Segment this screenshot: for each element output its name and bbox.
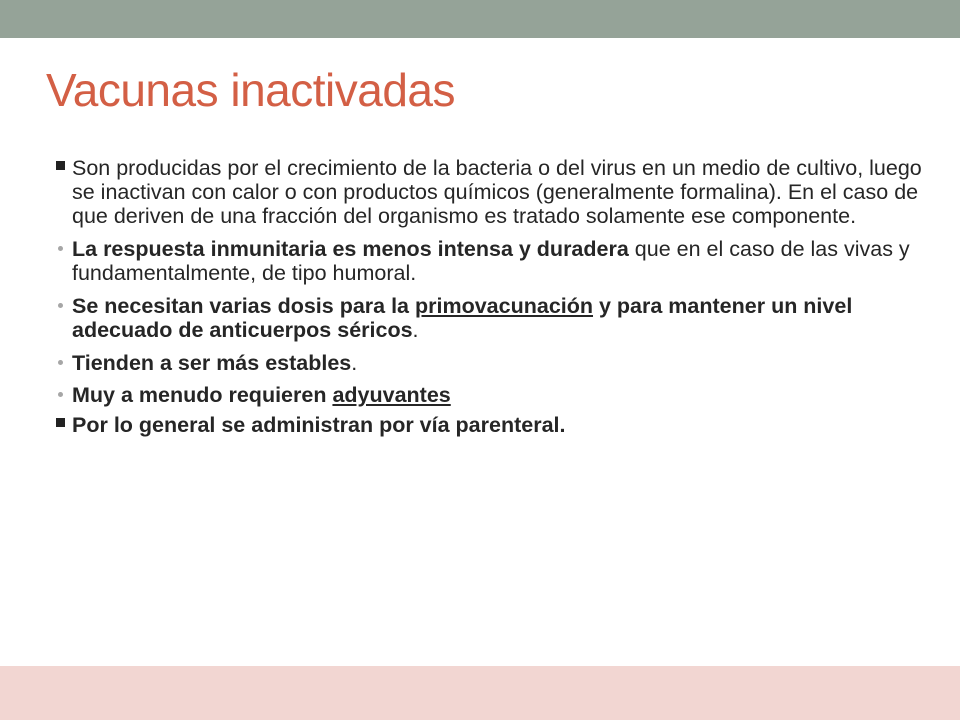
dot-bullet-icon [58,303,63,308]
bullet-list [46,156,946,437]
dot-bullet-icon [58,392,63,397]
bullet-item-3 [46,294,946,342]
bullet-item-5 [46,383,946,407]
bullet-2-rest: que en el caso de las vivas y fundamentalmente, de tipo humoral. [72,237,910,285]
bullet-2-bold: La respuesta inmunitaria es menos intensa y duradera [72,237,629,261]
bullet-3-rest: . [412,318,419,342]
square-bullet-icon [56,418,65,427]
bullet-6-bold: Por lo general se administran por vía parenteral. [72,413,566,437]
bottom-accent-band [0,666,960,720]
dot-bullet-icon [58,246,63,251]
bullet-4-bold: Tienden a ser más estables [72,351,352,375]
top-accent-band [0,0,960,38]
primovacunacion-link[interactable]: primovacunación [415,294,594,318]
bullet-4-rest: . [351,351,358,375]
bullet-item-6 [46,413,946,437]
dot-bullet-icon [58,360,63,365]
bullet-item-2 [46,237,946,285]
bullet-item-1 [46,156,946,228]
square-bullet-icon [56,161,65,170]
bullet-1-text: Son producidas por el crecimiento de la bacteria o del virus en un medio de cultivo, luego se inactivan con calor o con productos químicos (generalmente formalina). En el caso de que deriven de una fracción del organismo es tratado solamente ese componente. [72,156,922,228]
bullet-item-4 [46,351,946,375]
bullet-3-bold-b: y para mantener un nivel adecuado de anticuerpos séricos [72,294,853,342]
slide-title: Vacunas inactivadas [46,64,456,116]
bullet-5-bold: Muy a menudo requieren [72,383,333,407]
bullet-3-bold-a: Se necesitan varias dosis para la [72,294,415,318]
adyuvantes-link[interactable]: adyuvantes [332,383,451,407]
